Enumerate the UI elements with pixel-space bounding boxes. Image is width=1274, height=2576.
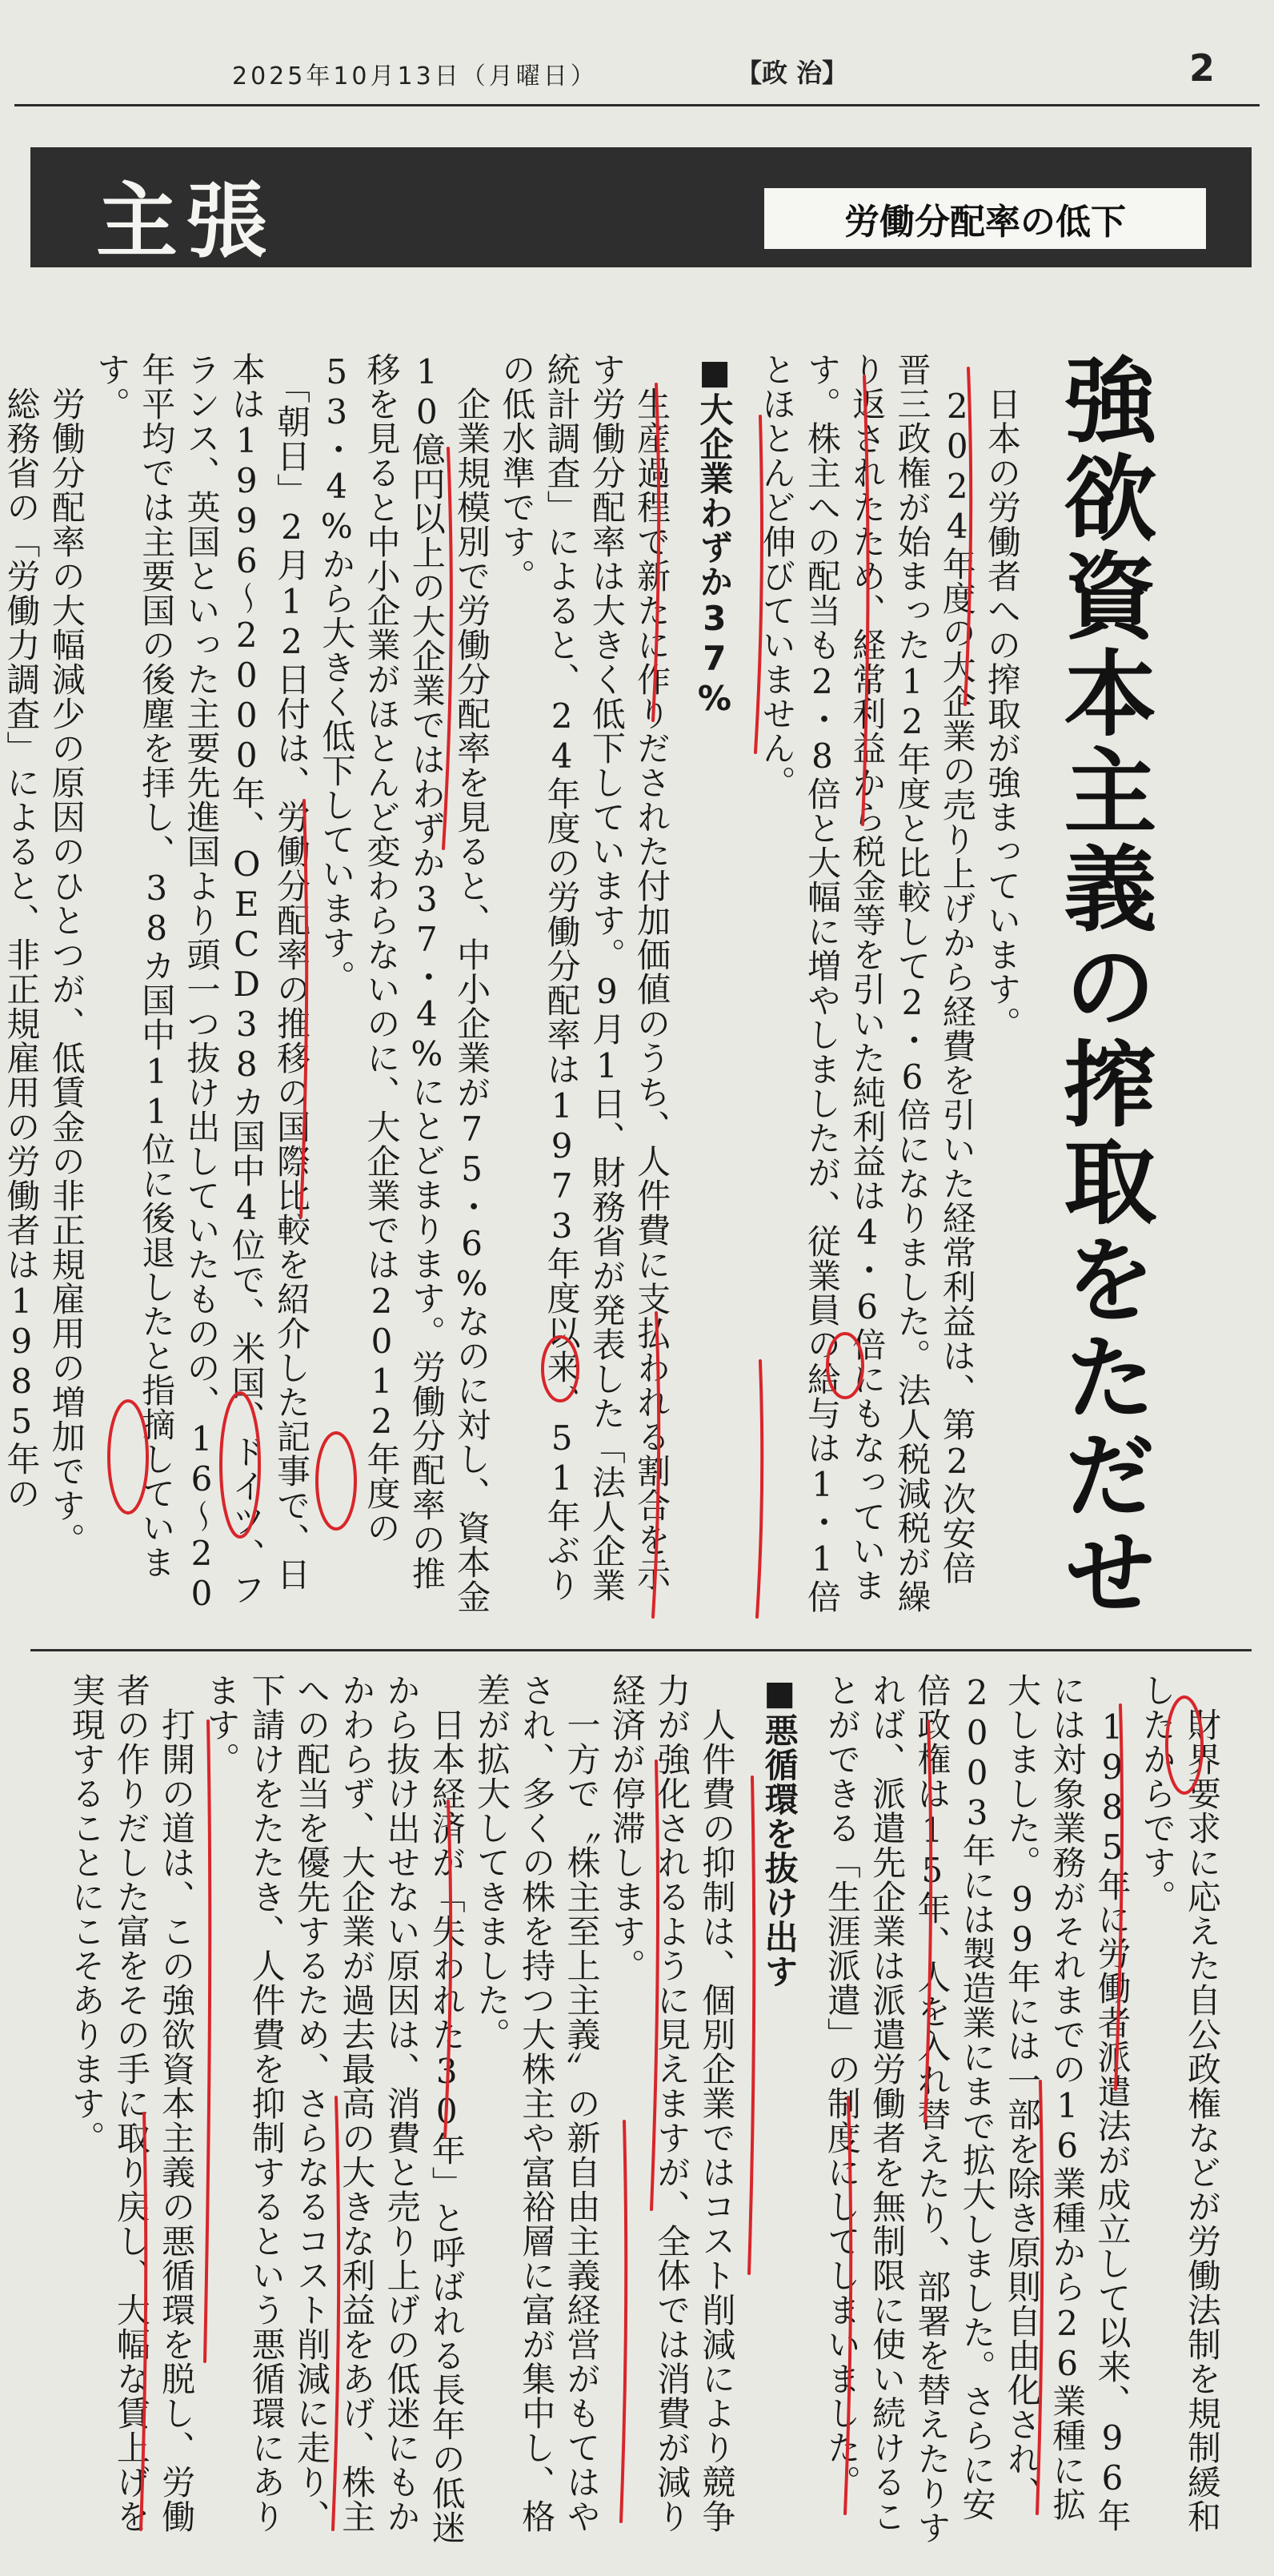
paragraph: 生産過程で新たに作りだされた付加価値のうち、人件費に支払われる割合を示す労働分配率は大きく低下しています。9月1日、財務省が発表した「法人企業統計調査」によると、24年度の労働分配率は1973年度以来、51年ぶりの低水準です。 [497,352,672,1603]
paragraph: 1985年に労働者派遣法が成立して以来、96年には対象業務がそれまでの16業種から26業種に拡大しました。99年には一部を除き原則自由化され、2003年には製造業にまで拡大しました。さらに安倍政権は15年、人を入れ替えたり、部署を替えたりすれば、派遣先企業は派遣労働者を無制限に使い続けることができる「生涯派遣」の制度にしてしまいました。 [822,1673,1132,2545]
paragraph: 人件費の抑制は、個別企業ではコスト削減により競争力が強化されるように見えますが、全体では消費が減り経済が停滞します。 [607,1673,737,2534]
top-rule [14,104,1260,106]
paragraph: 財界要求に応えた自公政権などが労働法制を規制緩和したからです。 [1137,1673,1222,2534]
paragraph: 企業規模別で労働分配率を見ると、中小企業が75・6%なのに対し、資本金10億円以上の大企業ではわずか37・4%にとどまります。労働分配率の推移を見ると中小企業がほとんど変わらないのに、大企業では2012年度の53・4%から大きく低下しています。 [317,352,492,1614]
editorial-label: 主張 [96,174,275,270]
paragraph: 日本経済が「失われた30年」と呼ばれる長年の低迷から抜け出せない原因は、消費と売り上げの低迷にもかかわらず、大企業が過去最高の大きな利益をあげ、株主への配当を優先するため、さらなるコスト削減に走り、下請けをたたき、人件費を抑制するという悪循環にあります。 [202,1673,467,2545]
section-label: 【政 治】 [736,58,848,88]
page-number: 2 [1189,46,1216,90]
paragraph: 「朝日」2月12日付は、労働分配率の推移の国際比較を紹介した記事で、日本は1996〜2000年、OECD38カ国中4位で、米国、ドイツ、フランス、英国といった主要先進国より頭一つ抜け出していたものの、16〜20年平均では主要国の後塵を拝し、38カ国中11位に後退したと指摘しています。 [91,352,312,1614]
paragraph: 一方で〝株主至上主義〟の新自由主義経営がもてはやされ、多くの株を持つ大株主や富裕層に富が集中し、格差が拡大してきました。 [472,1673,602,2534]
article-tier-2 [66,1673,1224,2554]
paragraph: 打開の道は、この強欲資本主義の悪循環を脱し、労働者の作りだした富をその手に取り戻し、大幅な賃上げを実現することにこそあります。 [66,1673,197,2534]
subheading: ■大企業わずか37% [695,352,735,719]
article-tier-1 [2,352,1024,1617]
paragraph: 総務省の「労働力調査」によると、非正規雇用の労働者は1985年の [2,387,42,1511]
tier-divider [30,1649,1252,1651]
subheading: ■悪循環を抜け出す [759,1673,799,1988]
paragraph: 労働分配率の大幅減少の原因のひとつが、低賃金の非正規雇用の増加です。 [46,352,86,1557]
topic-box: 労働分配率の低下 [762,186,1208,251]
paragraph: 日本の労働者への搾取が強まっています。 [983,352,1022,1041]
headline: 強欲資本主義の搾取をただせ [1048,352,1157,1622]
dateline: 2025年10月13日（月曜日） [232,62,598,90]
paragraph: 2024年度の大企業の売り上げから経費を引いた経常利益は、第2次安倍晋三政権が始まった12年度と比較して2・6倍になりました。法人税減税が繰り返されたため、経常利益から税金等を引いた純利益は4・6倍にもなっています。株主への配当も2・8倍と大幅に増やしましたが、従業員の給与は1・1倍とほとんど伸びていません。 [757,352,977,1614]
